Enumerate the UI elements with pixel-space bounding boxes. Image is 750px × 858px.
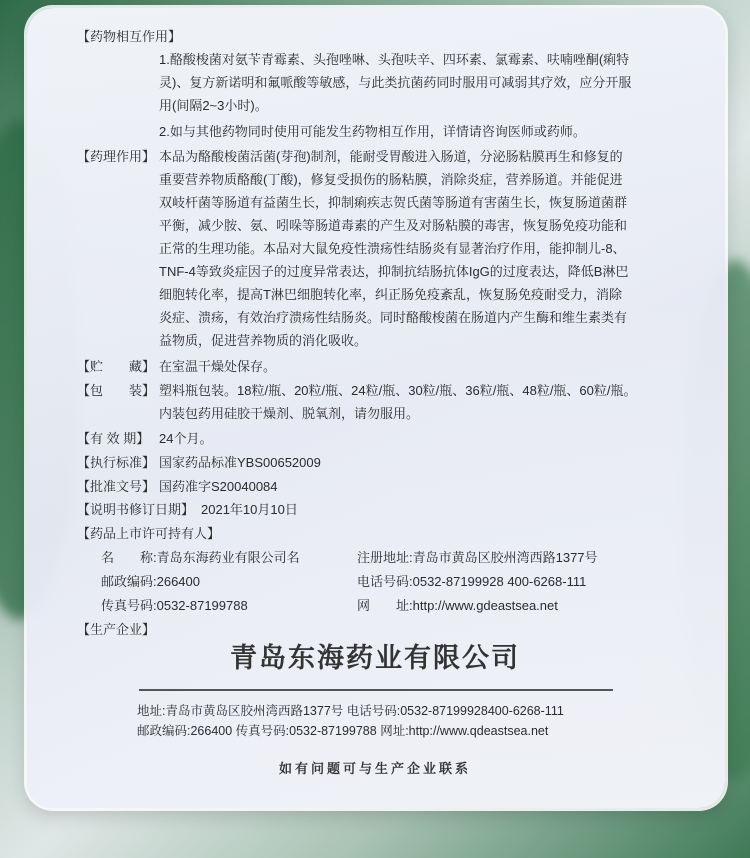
- mah-name: 名 称:青岛东海药业有限公司名: [101, 550, 300, 565]
- validity-label: 【有 效 期】: [77, 431, 150, 446]
- company-name: 青岛东海药业有限公司: [230, 643, 520, 673]
- pharmacology-line: 双岐杆菌等肠道有益菌生长，抑制痢疾志贺氏菌等肠道有害菌生长，恢复肠道菌群: [159, 195, 628, 210]
- standard-value: 国家药品标准YBS00652009: [159, 455, 321, 470]
- mah-website: 网 址:http://www.gdeastsea.net: [357, 598, 558, 613]
- approval-value: 国药准字S20040084: [159, 479, 278, 494]
- interactions-item1-line: 灵)、复方新诺明和氟哌酸等敏感，与此类抗菌药同时服用可减弱其疗效，应分开服: [159, 75, 632, 90]
- interactions-item1-line: 1.酪酸梭菌对氨苄青霉素、头孢唑啉、头孢呋辛、四环素、氯霉素、呋喃唑酮(痢特: [159, 52, 630, 67]
- mah-fax: 传真号码:0532-87199788: [101, 598, 248, 613]
- mah-postal: 邮政编码:266400: [101, 574, 200, 589]
- pharmacology-line: 炎症、溃疡，有效治疗溃疡性结肠炎。同时酪酸梭菌在肠道内产生酶和维生素类有: [159, 310, 628, 325]
- interactions-item1-line: 用(间隔2~3小时)。: [159, 98, 268, 113]
- pharmacology-line: 重要营养物质酪酸(丁酸)，修复受损伤的肠粘膜，消除炎症，营养肠道。并能促进: [159, 172, 623, 187]
- interactions-label: 【药物相互作用】: [77, 29, 182, 44]
- validity-value: 24个月。: [159, 431, 213, 446]
- interactions-item2: 2.如与其他药物同时使用可能发生药物相互作用，详情请咨询医师或药师。: [159, 124, 586, 139]
- mah-address: 注册地址:青岛市黄岛区胶州湾西路1377号: [357, 550, 598, 565]
- standard-label: 【执行标准】: [77, 455, 156, 470]
- company-contact-line1: 地址:青岛市黄岛区胶州湾西路1377号 电话号码:0532-87199928400-6268-111: [137, 704, 564, 718]
- company-contact-line2: 邮政编码:266400 传真号码:0532-87199788 网址:http://www.qdeastsea.net: [137, 724, 549, 738]
- pharmacology-line: TNF-4等致炎症因子的过度异常表达，抑制抗结肠抗体IgG的过度表达，降低B淋巴: [159, 264, 629, 279]
- package-line: 塑料瓶包装。18粒/瓶、20粒/瓶、24粒/瓶、30粒/瓶、36粒/瓶、48粒/瓶、60粒/瓶。: [159, 383, 637, 398]
- divider-line: [139, 689, 613, 691]
- manufacturer-label: 【生产企业】: [77, 622, 156, 637]
- pharmacology-line: 益物质，促进营养物质的消化吸收。: [159, 333, 368, 348]
- storage-label: 【贮 藏】: [77, 359, 156, 374]
- pharmacology-line: 平衡，减少胺、氨、吲哚等肠道毒素的产生及对肠粘膜的毒害，恢复肠免疫功能和: [159, 218, 628, 233]
- contact-notice: 如有问题可与生产企业联系: [278, 761, 471, 776]
- pharmacology-label: 【药理作用】: [77, 149, 156, 164]
- pharmacology-line: 细胞转化率，提高T淋巴细胞转化率，纠正肠免疫紊乱，恢复肠免疫耐受力，消除: [159, 287, 622, 302]
- package-label: 【包 装】: [77, 383, 156, 398]
- approval-label: 【批准文号】: [77, 479, 156, 494]
- revision-value: 2021年10月10日: [201, 502, 298, 517]
- storage-value: 在室温干燥处保存。: [159, 359, 277, 374]
- mah-phone: 电话号码:0532-87199928 400-6268-111: [357, 574, 587, 589]
- package-line: 内装包药用硅胶干燥剂、脱氧剂，请勿服用。: [159, 406, 420, 421]
- package-text: [159, 379, 637, 425]
- mah-label: 【药品上市许可持有人】: [77, 526, 221, 541]
- pharmacology-text: [159, 145, 628, 352]
- revision-label: 【说明书修订日期】: [77, 502, 195, 517]
- interactions-item1: [159, 48, 631, 117]
- pharmacology-line: 正常的生理功能。本品对大鼠免疫性溃疡性结肠炎有显著治疗作用，能抑制儿-8、: [159, 241, 626, 256]
- pharmacology-line: 本品为酪酸梭菌活菌(芽孢)制剂，能耐受胃酸进入肠道，分泌肠粘膜再生和修复的: [159, 149, 623, 164]
